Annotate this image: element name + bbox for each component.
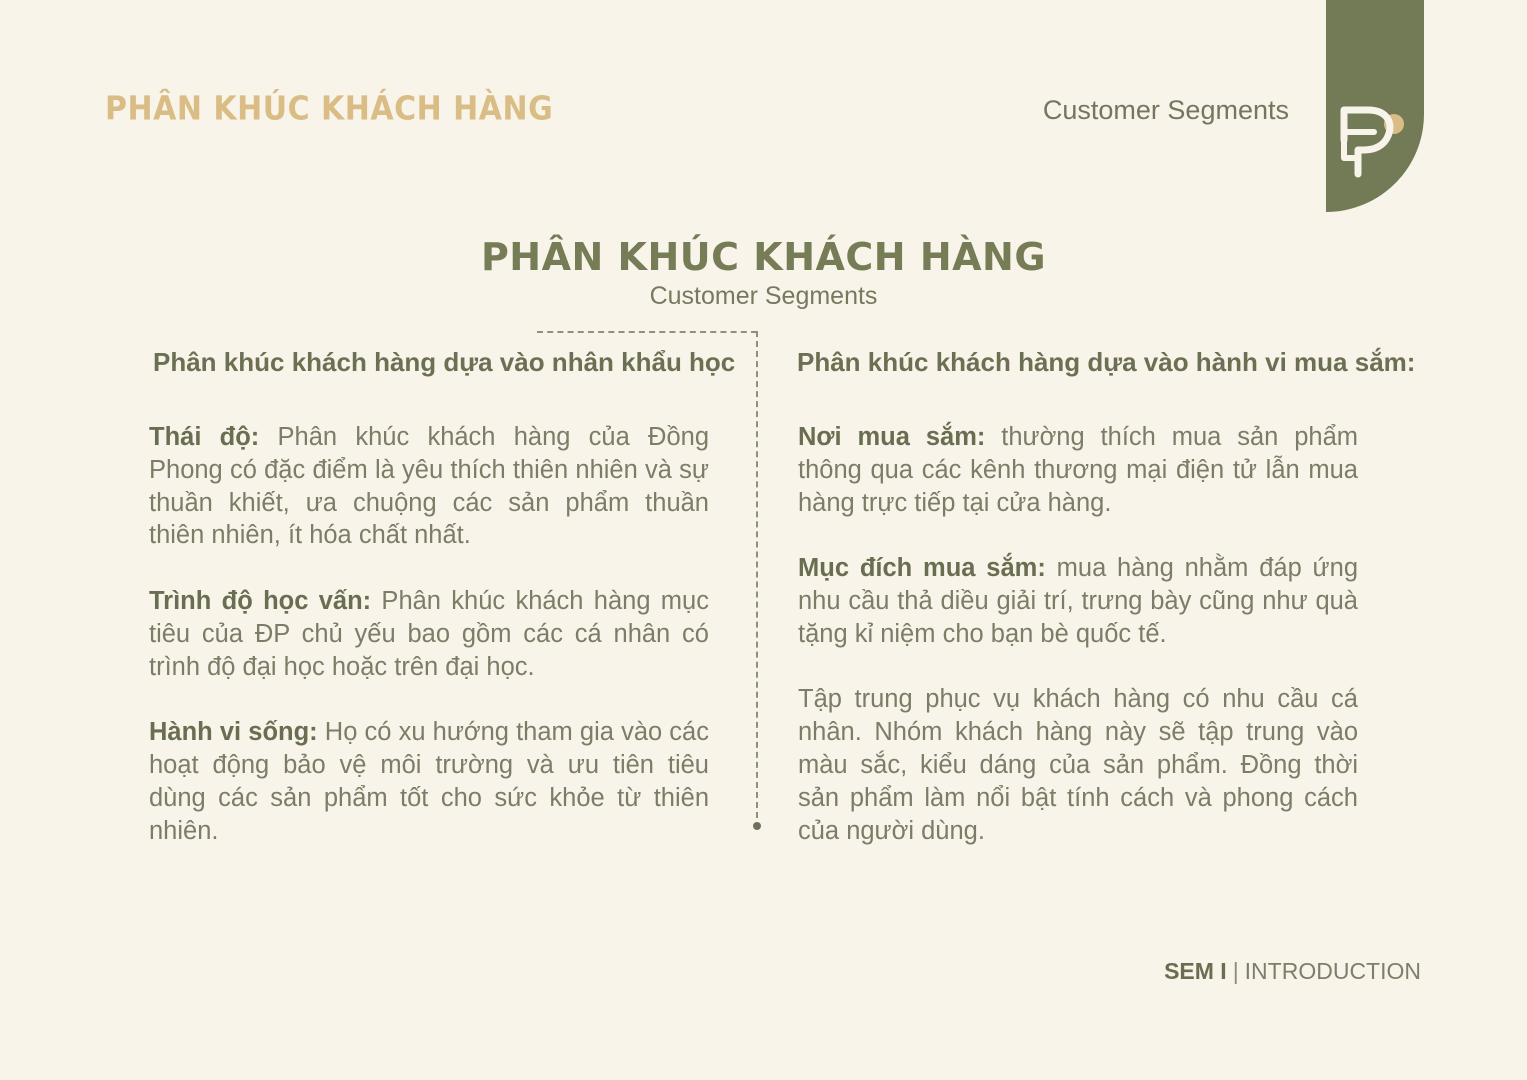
paragraph-label: Thái độ: [149,423,260,451]
right-column-heading: Phân khúc khách hàng dựa vào hành vi mua sắm: [797,347,1416,377]
page-title: PHÂN KHÚC KHÁCH HÀNG [480,235,1047,279]
paragraph-text: thường thích mua sản phẩm thông qua các kênh thương mại điện tử lẫn mua hàng trực tiếp tại cửa hàng. [798,423,1358,517]
paragraph-text: Phân khúc khách hàng mục tiêu của ĐP chủ yếu bao gồm các cá nhân có trình độ đại học hoặc trên đại học. [149,586,709,681]
paragraph-lifestyle [149,716,709,847]
paragraph-label: Trình độ học vấn: [149,586,372,615]
paragraph-text: Phân khúc khách hàng của Đồng Phong có đặc điểm là yêu thích thiên nhiên và sự thuần khiết, ưa chuộng các sản phẩm thuần thiên nhiên, ít hóa chất nhất. [149,423,709,550]
divider-end-dot [753,822,761,830]
paragraph-label: Nơi mua sắm: [798,423,986,451]
dp-monogram-icon [1338,96,1408,178]
paragraph-text: mua hàng nhằm đáp ứng nhu cầu thả diều giải trí, trưng bày cũng như quà tặng kỉ niệm cho bạn bè quốc tế. [798,554,1358,648]
paragraph-attitude [149,421,709,552]
header-title: PHÂN KHÚC KHÁCH HÀNG [105,90,554,129]
footer [1164,958,1421,985]
footer-section: SEM I [1164,958,1227,984]
paragraph-label: Hành vi sống: [149,718,318,747]
paragraph-education [149,585,709,683]
paragraph-text: Họ có xu hướng tham gia vào các hoạt động bảo vệ môi trường và ưu tiên tiêu dùng các sản phẩm tốt cho sức khỏe từ thiên nhiên. [149,718,709,845]
header-subtitle: Customer Segments [1042,95,1289,125]
paragraph-text: Tập trung phục vụ khách hàng có nhu cầu cá nhân. Nhóm khách hàng này sẽ tập trung vào màu sắc, kiểu dáng của sản phẩm. Đồng thời sản phẩm làm nổi bật tính cách và phong cách của người dùng. [798,685,1358,845]
left-column-body [149,421,709,880]
divider-horizontal [537,331,757,333]
left-column-heading: Phân khúc khách hàng dựa vào nhân khẩu học [153,347,736,377]
page-subtitle: Customer Segments [649,282,878,310]
paragraph-shopping-purpose [798,552,1358,650]
right-column-body [798,421,1358,880]
paragraph-focus [798,683,1358,847]
footer-label: INTRODUCTION [1244,958,1421,984]
footer-separator: | [1232,958,1239,984]
paragraph-label: Mục đích mua sắm: [798,554,1046,583]
paragraph-shopping-place [798,421,1358,519]
divider-vertical [756,331,758,818]
logo-tab [1326,0,1424,212]
